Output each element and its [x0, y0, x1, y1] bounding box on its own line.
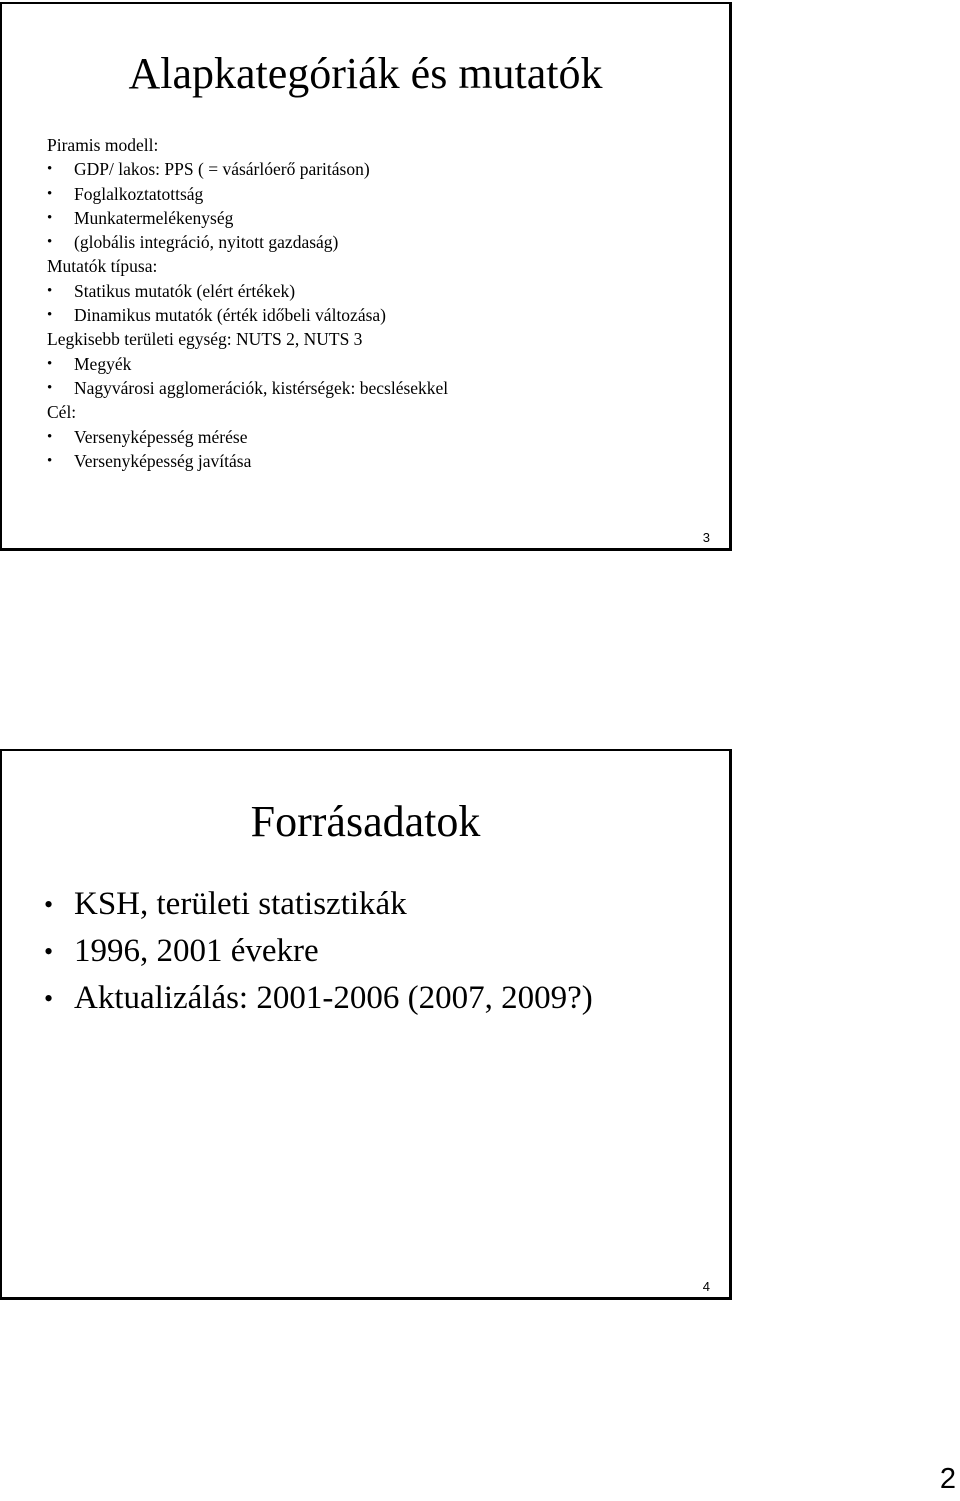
- slide-body: [47, 133, 448, 473]
- bullet-icon: •: [47, 209, 53, 226]
- bullet-item: • KSH, területi statisztikák: [44, 881, 593, 928]
- slide-number: 3: [702, 530, 710, 545]
- bullet-icon: •: [47, 379, 53, 396]
- bullet-item: • Nagyvárosi agglomerációk, kistérségek: becslésekkel: [47, 376, 448, 400]
- bullet-item: • Munkatermelékenység: [47, 206, 448, 230]
- bullet-icon: •: [47, 161, 53, 178]
- bullet-item: • Aktualizálás: 2001-2006 (2007, 2009?): [44, 975, 593, 1022]
- slide-number: 4: [702, 1279, 710, 1294]
- bullet-item: • GDP/ lakos: PPS ( = vásárlóerő paritáson): [47, 157, 448, 181]
- bullet-item: • Foglalkoztatottság: [47, 182, 448, 206]
- bullet-item: • 1996, 2001 évekre: [44, 928, 593, 975]
- bullet-icon: •: [47, 282, 53, 299]
- bullet-icon: •: [47, 355, 53, 372]
- bullet-icon: •: [47, 234, 53, 251]
- bullet-icon: •: [47, 452, 53, 469]
- page-number: 2: [939, 1463, 956, 1495]
- bullet-icon: •: [44, 937, 54, 966]
- slide-title: Alapkategóriák és mutatók: [128, 49, 603, 98]
- bullet-item: • Versenyképesség javítása: [47, 449, 448, 473]
- bullet-item: • Statikus mutatók (elért értékek): [47, 279, 448, 303]
- section-heading: Mutatók típusa:: [47, 256, 158, 277]
- section-heading: Cél:: [47, 402, 77, 423]
- bullet-item: • Versenyképesség mérése: [47, 425, 448, 449]
- bullet-icon: •: [44, 890, 54, 919]
- bullet-item: • Dinamikus mutatók (érték időbeli változása): [47, 303, 448, 327]
- bullet-icon: •: [47, 307, 53, 324]
- slide-title: Forrásadatok: [250, 797, 481, 846]
- bullet-icon: •: [44, 984, 54, 1013]
- bullet-item: • (globális integráció, nyitott gazdaság): [47, 230, 448, 254]
- slide-body: [44, 881, 593, 1022]
- section-heading: Legkisebb területi egység: NUTS 2, NUTS 3: [47, 329, 363, 350]
- section-heading: Piramis modell:: [47, 135, 159, 155]
- bullet-icon: •: [47, 185, 53, 202]
- slide-3: [0, 2, 732, 551]
- slide-4: [0, 749, 732, 1300]
- bullet-icon: •: [47, 428, 53, 445]
- bullet-item: • Megyék: [47, 352, 448, 376]
